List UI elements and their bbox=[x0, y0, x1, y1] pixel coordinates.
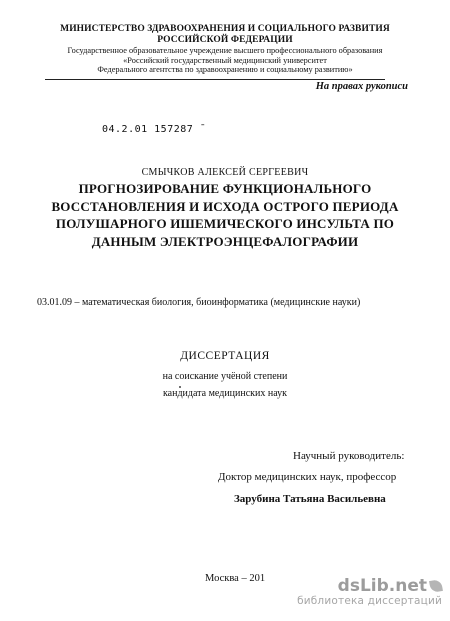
leaf-icon bbox=[429, 579, 443, 593]
organization-line-2: «Российский государственный медицинский университет bbox=[123, 55, 327, 65]
manuscript-note: На правах рукописи bbox=[315, 81, 408, 92]
degree-line-1: на соискание учёной степени bbox=[162, 371, 288, 382]
watermark-brand: dsLib.net bbox=[337, 576, 427, 596]
ministry-header bbox=[0, 24, 450, 45]
title-line-3: ПОЛУШАРНОГО ИШЕМИЧЕСКОГО ИНСУЛЬТА ПО bbox=[55, 216, 395, 231]
ministry-line-1: МИНИСТЕРСТВО ЗДРАВООХРАНЕНИЯ И СОЦИАЛЬНОГО РАЗВИТИЯ bbox=[60, 24, 390, 34]
title-line-1: ПРОГНОЗИРОВАНИЕ ФУНКЦИОНАЛЬНОГО bbox=[78, 181, 372, 196]
dissertation-title bbox=[0, 180, 450, 250]
organization-block bbox=[0, 46, 450, 75]
organization-line-3: Федерального агентства по здравоохранению и социальному развитию» bbox=[97, 65, 353, 75]
registration-stamp: 04.2.01 157287 ˉ bbox=[102, 124, 207, 135]
advisor-name: Зарубина Татьяна Васильевна bbox=[234, 493, 386, 505]
title-line-4: ДАННЫМ ЭЛЕКТРОЭНЦЕФАЛОГРАФИИ bbox=[91, 233, 359, 249]
specialty-code: 03.01.09 – математическая биология, биоинформатика (медицинские науки) bbox=[37, 297, 361, 308]
advisor-label: Научный руководитель: bbox=[293, 450, 405, 462]
scan-speck bbox=[179, 386, 181, 388]
author-name: СМЫЧКОВ АЛЕКСЕЙ СЕРГЕЕВИЧ bbox=[141, 167, 309, 178]
watermark-brand-row bbox=[297, 577, 442, 595]
city-year: Москва – 201 bbox=[205, 573, 266, 584]
watermark-subtitle: библиотека диссертаций bbox=[297, 595, 442, 607]
organization-line-1: Государственное образовательное учреждение высшего профессионального образования bbox=[67, 46, 383, 55]
dslib-watermark[interactable] bbox=[297, 577, 442, 608]
ministry-line-2: РОССИЙСКОЙ ФЕДЕРАЦИИ bbox=[157, 34, 293, 45]
degree-line-2: кандидата медицинских наук bbox=[162, 388, 288, 399]
advisor-title: Доктор медицинских наук, профессор bbox=[218, 471, 397, 483]
title-line-2: ВОССТАНОВЛЕНИЯ И ИСХОДА ОСТРОГО ПЕРИОДА bbox=[51, 198, 399, 214]
header-divider bbox=[45, 79, 385, 80]
document-type: ДИССЕРТАЦИЯ bbox=[180, 350, 270, 362]
degree-block bbox=[0, 368, 450, 402]
